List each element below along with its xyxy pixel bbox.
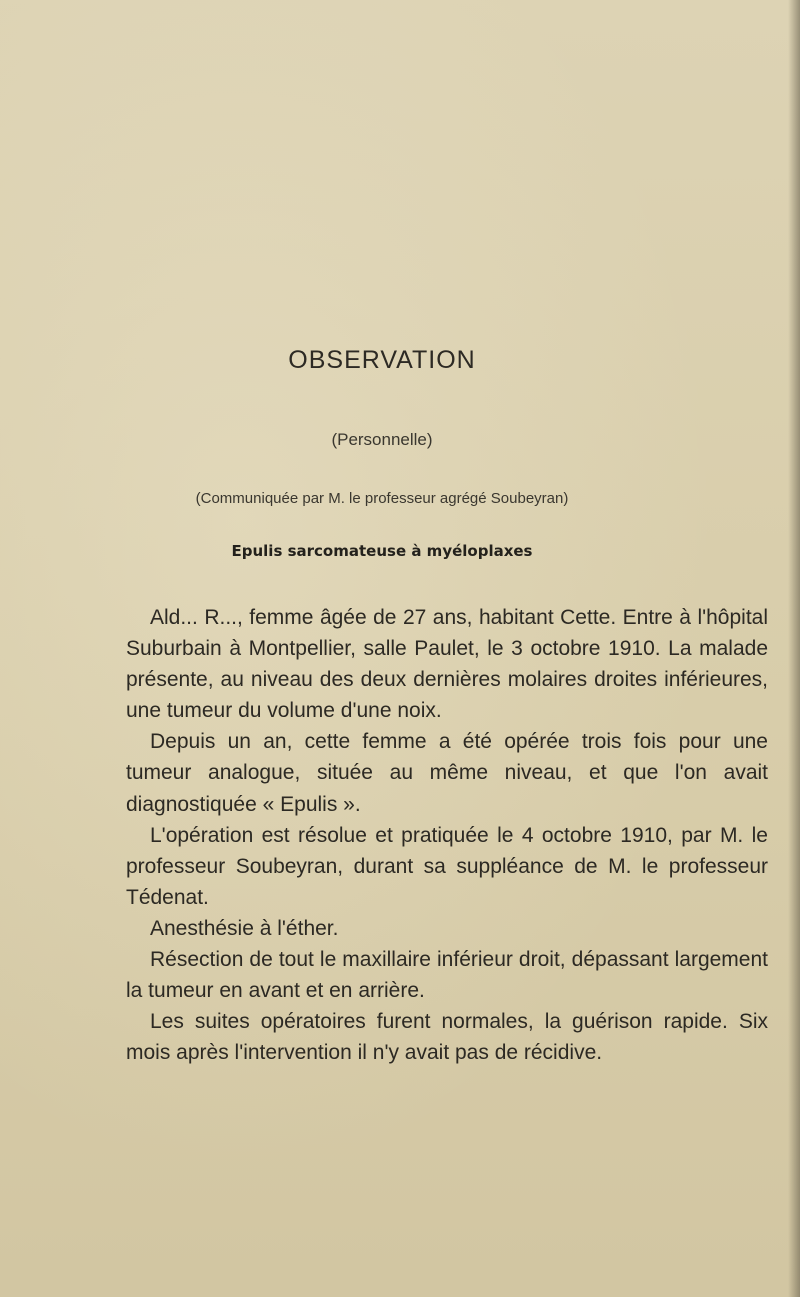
paragraph-operation: L'opération est résolue et pratiquée le 4 octobre 1910, par M. le professeur Soubeyran, durant sa suppléance de M. le professeur Tédenat. xyxy=(126,823,768,909)
page-edge-shadow xyxy=(788,0,800,1297)
case-heading: Epulis sarcomateuse à myéloplaxes xyxy=(231,542,533,560)
paragraph-history: Depuis un an, cette femme a été opérée trois fois pour une tumeur analogue, située au même niveau, et que l'on avait diagnostiquée « Epulis ». xyxy=(126,730,768,816)
paragraph-presentation: Ald... R..., femme âgée de 27 ans, habitant Cette. Entre à l'hôpital Suburbain à Montpellier, salle Paulet, le 3 octobre 1910. La malade présente, au niveau des deux dernières molaires droites inférieures, une tumeur du volume d'une noix. xyxy=(126,606,768,723)
document-title: OBSERVATION xyxy=(288,346,476,374)
document-subtitle: (Personnelle) xyxy=(331,430,433,449)
communique-note: (Communiquée par M. le professeur agrégé Soubeyran) xyxy=(195,490,569,507)
paragraph-anesthesia: Anesthésie à l'éther. xyxy=(150,916,339,940)
paragraph-outcome: Les suites opératoires furent normales, la guérison rapide. Six mois après l'intervention il n'y avait pas de récidive. xyxy=(126,1010,768,1065)
case-body xyxy=(126,602,768,1068)
paragraph-resection: Résection de tout le maxillaire inférieur droit, dépassant largement la tumeur en avant et en arrière. xyxy=(126,948,768,1003)
